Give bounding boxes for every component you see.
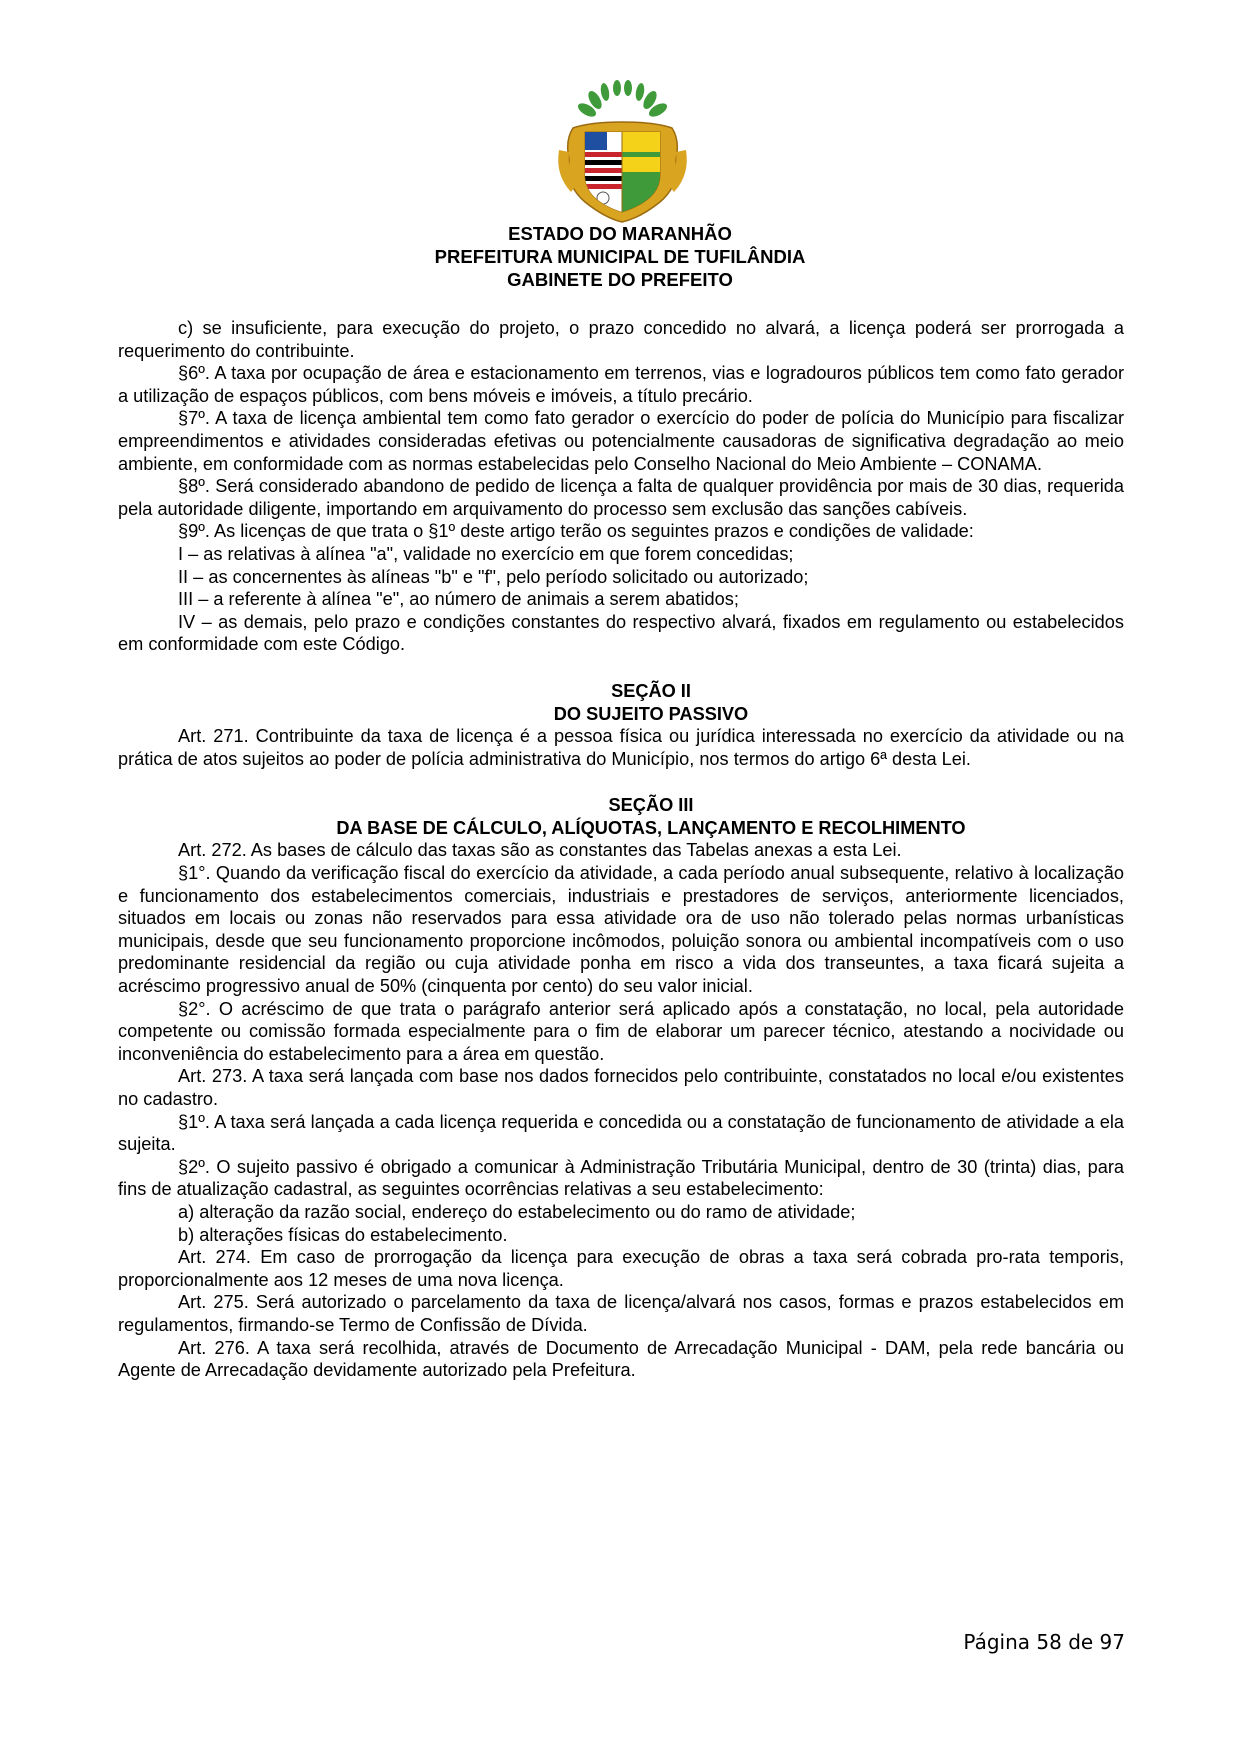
paragraph: §1º. A taxa será lançada a cada licença requerida e concedida ou a constatação de funcionamento de atividade a ela sujeita. xyxy=(118,1111,1124,1155)
paragraph: §8º. Será considerado abandono de pedido de licença a falta de qualquer providência por mais de 30 dias, requerida pela autoridade diligente, importando em arquivamento do processo sem exclusão das sanções cabíveis. xyxy=(118,476,1124,519)
paragraph: Art. 274. Em caso de prorrogação da licença para execução de obras a taxa será cobrada pro-rata temporis, proporcionalmente aos 12 meses de uma nova licença. xyxy=(118,1247,1124,1290)
section-subtitle: DA BASE DE CÁLCULO, ALÍQUOTAS, LANÇAMENTO E RECOLHIMENTO xyxy=(336,817,966,838)
paragraph: c) se insuficiente, para execução do projeto, o prazo concedido no alvará, a licença poderá ser prorrogada a requerimento do contribuinte. xyxy=(118,318,1124,361)
paragraph: Art. 273. A taxa será lançada com base nos dados fornecidos pelo contribuinte, constatados no local e/ou existentes no cadastro. xyxy=(118,1066,1124,1109)
paragraph: III – a referente à alínea "e", ao número de animais a serem abatidos; xyxy=(178,589,739,610)
paragraph: II – as concernentes às alíneas "b" e "f", pelo período solicitado ou autorizado; xyxy=(178,566,809,587)
section-title: SEÇÃO III xyxy=(608,795,694,816)
paragraph: §2º. O sujeito passivo é obrigado a comunicar à Administração Tributária Municipal, dentro de 30 (trinta) dias, para fins de atualização cadastral, as seguintes ocorrências relativas a seu estabelecimento: xyxy=(118,1156,1124,1200)
page-number: Página 58 de 97 xyxy=(963,1630,1125,1654)
paragraph: §1°. Quando da verificação fiscal do exercício da atividade, a cada período anual subsequente, relativo à localização e funcionamento dos estabelecimentos comerciais, industriais e prestadores de serviços, anteriormente licenciados, situados em locais ou zonas não reservados para essa atividade ora de uso não tolerado pelas normas urbanísticas municipais, desde que seu funcionamento proporcione incômodos, poluição sonora ou ambiental incompatíveis com o uso predominante residencial da região ou cuja atividade ponha em risco a vida dos transeuntes, a taxa ficará sujeita a acréscimo progressivo anual de 50% (cinquenta por cento) do seu valor inicial. xyxy=(118,863,1124,997)
section-subtitle: DO SUJEITO PASSIVO xyxy=(553,703,749,724)
paragraph: §7º. A taxa de licença ambiental tem como fato gerador o exercício do poder de polícia do Município para fiscalizar empreendimentos e atividades consideradas efetivas ou potencialmente causadoras de significativa degradação ao meio ambiente, em conformidade com as normas estabelecidas pelo Conselho Nacional do Meio Ambiente – CONAMA. xyxy=(118,408,1124,474)
paragraph: a) alteração da razão social, endereço do estabelecimento ou do ramo de atividade; xyxy=(178,1201,856,1222)
header-office: GABINETE DO PREFEITO xyxy=(507,269,733,290)
paragraph: §6º. A taxa por ocupação de área e estacionamento em terrenos, vias e logradouros públicos tem como fato gerador a utilização de espaços públicos, com bens móveis e imóveis, a título precário. xyxy=(118,363,1124,406)
laurel-icon xyxy=(576,80,669,119)
paragraph: Art. 276. A taxa será recolhida, através de Documento de Arrecadação Municipal - DAM, pela rede bancária ou Agente de Arrecadação devidamente autorizado pela Prefeitura. xyxy=(118,1337,1124,1381)
header-state: ESTADO DO MARANHÃO xyxy=(508,223,732,244)
paragraph: Art. 275. Será autorizado o parcelamento da taxa de licença/alvará nos casos, formas e prazos estabelecidos em regulamentos, firmando-se Termo de Confissão de Dívida. xyxy=(118,1292,1124,1335)
paragraph: IV – as demais, pelo prazo e condições constantes do respectivo alvará, fixados em regulamento ou estabelecidos em conformidade com este Código. xyxy=(118,611,1124,655)
paragraph: Art. 271. Contribuinte da taxa de licença é a pessoa física ou jurídica interessada no exercício da atividade ou na prática de atos sujeitos ao poder de polícia administrativa do Município, nos termos do artigo 6ª desta Lei. xyxy=(118,726,1124,769)
paragraph: §2°. O acréscimo de que trata o parágrafo anterior será aplicado após a constatação, no local, pela autoridade competente ou comissão formada especialmente para o fim de elaborar um parecer técnico, atestando a nocividade ou inconveniência do estabelecimento para a área em questão. xyxy=(118,998,1124,1064)
coat-of-arms-icon xyxy=(555,80,690,225)
paragraph: I – as relativas à alínea "a", validade no exercício em que forem concedidas; xyxy=(178,543,794,564)
section-title: SEÇÃO II xyxy=(611,680,691,701)
document-header xyxy=(0,222,1240,291)
paragraph: Art. 272. As bases de cálculo das taxas são as constantes das Tabelas anexas a esta Lei. xyxy=(178,840,902,861)
paragraph: §9º. As licenças de que trata o §1º deste artigo terão os seguintes prazos e condições de validade: xyxy=(178,521,974,542)
paragraph: b) alterações físicas do estabelecimento. xyxy=(178,1224,508,1245)
document-body xyxy=(118,317,1124,1382)
header-municipality: PREFEITURA MUNICIPAL DE TUFILÂNDIA xyxy=(434,246,806,267)
